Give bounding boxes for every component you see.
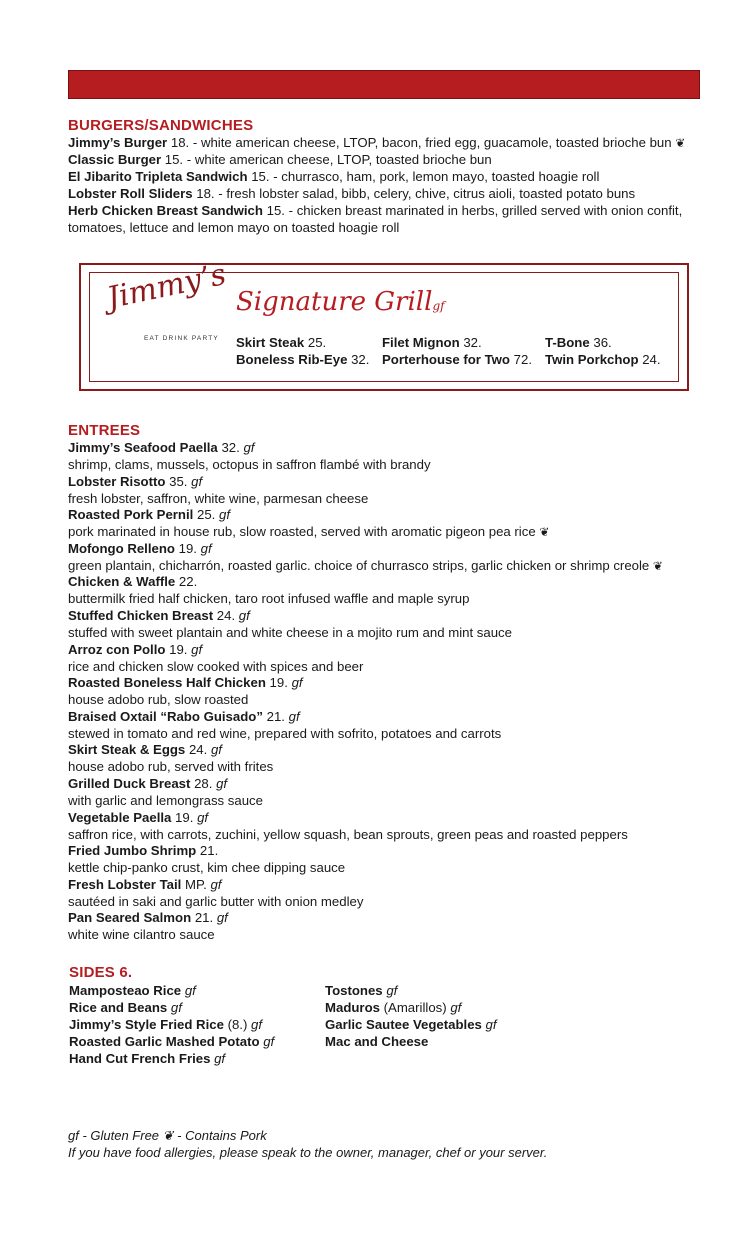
item-price: 32. [221,440,240,455]
item-price: 36. [593,335,612,350]
item-name: Twin Porkchop [545,352,639,367]
entree-item [68,440,708,457]
entree-item [68,541,708,558]
entree-desc [68,827,708,844]
burger-item [68,135,708,152]
item-desc: - chicken breast marinated in herbs, grilled served with onion confit, [284,203,683,218]
item-name: Fried Jumbo Shrimp [68,843,197,859]
item-price: 19. [169,641,188,657]
item-price: 21. [194,910,214,926]
entree-desc [68,726,708,743]
item-price: 72. [513,352,532,367]
item-name: Mofongo Relleno [68,540,175,556]
gluten-free-tag: gf [210,876,222,892]
entree-item [68,507,708,524]
side-item-left [69,983,196,998]
gluten-free-tag: gf [450,1000,462,1015]
gluten-free-tag: gf [200,540,212,556]
entree-item [68,877,708,894]
item-name: Boneless Rib-Eye [236,352,348,367]
item-note: (8.) [227,1017,248,1032]
burger-item-desc-cont: tomatoes, lettuce and lemon mayo on toasted hoagie roll [68,220,400,235]
header-banner [68,70,700,99]
gluten-free-tag: gf [184,983,196,998]
jimmys-logo: Jimmy’s [104,256,230,317]
item-price: 19. [269,675,288,691]
item-name: Pan Seared Salmon [68,910,192,926]
item-name: Arroz con Pollo [68,641,166,657]
item-name: Lobster Roll Sliders [68,186,193,201]
item-name: Rice and Beans [69,1000,168,1015]
gluten-free-tag: gf [197,809,209,825]
gluten-free-tag: gf [170,1000,182,1015]
item-name: Tostones [325,983,383,998]
entree-item [68,574,708,591]
item-name: Chicken & Waffle [68,574,176,590]
side-item-left [69,1051,225,1066]
item-desc: pork marinated in house rub, slow roasted, served with aromatic pigeon pea rice [68,524,536,540]
entree-item [68,910,708,927]
item-desc: house adobo rub, served with frites [68,759,274,775]
signature-item [236,335,326,350]
item-desc: saffron rice, with carrots, zuchini, yellow squash, bean sprouts, green peas and roasted peppers [68,826,628,842]
gluten-free-tag: gf [243,440,255,455]
signature-item [236,352,369,367]
item-price: 22. [178,574,198,590]
section-title-sides [69,964,132,981]
entree-item [68,608,708,625]
item-desc: - churrasco, ham, pork, lemon mayo, toasted hoagie roll [269,169,600,184]
item-price: 35. [169,473,188,489]
entree-item [68,742,708,759]
item-price: 15. [266,203,285,218]
gluten-free-tag: gf [219,507,231,523]
contains-pork-icon: ❦ [675,136,686,150]
entree-desc [68,894,708,911]
item-name: Fresh Lobster Tail [68,876,182,892]
item-desc: with garlic and lemongrass sauce [68,793,263,808]
item-desc: - white american cheese, LTOP, bacon, fried egg, guacamole, toasted brioche bun [189,135,672,150]
item-name: Roasted Garlic Mashed Potato [69,1034,260,1049]
gluten-free-tag: gf [238,608,250,623]
gluten-free-tag: gf [216,910,228,926]
entree-item [68,709,708,726]
contains-pork-icon: ❦ [539,525,550,540]
item-name: T-Bone [545,335,590,350]
item-price: 25. [197,507,216,523]
item-desc: white wine cilantro sauce [68,927,215,943]
signature-item [545,335,612,350]
signature-item [545,352,661,367]
section-title-burgers: BURGERS/SANDWICHES [68,117,254,134]
item-desc: green plantain, chicharrón, roasted garlic. choice of churrasco strips, garlic chicken or shrimp creole [68,557,650,573]
logo-tagline: EAT DRINK PARTY [144,335,219,342]
side-item-right [325,983,397,998]
item-price: 32. [463,335,482,350]
entree-desc [68,793,708,810]
signature-item [382,335,482,350]
item-name: Grilled Duck Breast [68,776,191,791]
entree-desc [68,558,708,575]
side-item-left [69,1017,262,1032]
item-price: 24. [642,352,661,367]
entree-desc [68,927,708,944]
entree-item [68,776,708,793]
item-name: Jimmy’s Seafood Paella [68,440,218,455]
item-name: Classic Burger [68,152,162,167]
item-desc: fresh lobster, saffron, white wine, parmesan cheese [68,490,369,506]
side-item-right [325,1000,461,1015]
item-price: 19. [178,540,197,556]
side-item-right [325,1034,428,1049]
item-price: 28. [194,776,213,791]
burger-item [68,186,708,203]
item-name: Roasted Pork Pernil [68,507,194,523]
side-item-right [325,1017,497,1032]
gluten-free-tag: gf [291,675,303,691]
item-name: Garlic Sautee Vegetables [325,1017,482,1032]
item-name: Vegetable Paella [68,809,172,825]
item-price: 21. [266,708,285,724]
item-desc: rice and chicken slow cooked with spices and beer [68,658,364,674]
burger-item [68,152,708,169]
item-price: 25. [307,335,327,350]
gluten-free-tag: gf [191,473,203,489]
item-name: Porterhouse for Two [382,352,510,367]
item-name: El Jibarito Tripleta Sandwich [68,169,248,184]
item-name: Skirt Steak [236,335,305,350]
entree-item [68,642,708,659]
signature-item [382,352,532,367]
gluten-free-tag: gf [386,983,398,998]
item-price: MP. [185,876,207,892]
entree-item [68,810,708,827]
gluten-free-tag: gf [263,1034,275,1049]
entree-desc [68,491,708,508]
item-price: 21. [199,843,219,859]
item-name: Jimmy’s Burger [68,135,168,150]
item-desc: kettle chip-panko crust, kim chee dipping sauce [68,860,346,876]
item-desc: house adobo rub, slow roasted [68,692,249,708]
entree-desc [68,759,708,776]
entree-desc [68,860,708,877]
item-desc: - white american cheese, LTOP, toasted brioche bun [183,152,492,167]
section-title-entrees: ENTREES [68,422,141,439]
item-desc: stewed in tomato and red wine, prepared with sofrito, potatoes and carrots [68,725,502,741]
gluten-free-tag: gf [251,1017,263,1032]
contains-pork-icon: ❦ [652,558,663,573]
burger-item [68,203,708,220]
item-name: Lobster Risotto [68,473,166,489]
item-desc: - fresh lobster salad, bibb, celery, chive, citrus aioli, toasted potato buns [214,186,636,201]
gluten-free-tag: gf [214,1051,226,1066]
entree-desc [68,591,708,608]
sides-title: SIDES [69,964,116,981]
sides-price: 6. [119,964,133,981]
item-desc: stuffed with sweet plantain and white cheese in a mojito rum and mint sauce [68,625,512,640]
entree-desc [68,659,708,676]
footer-legend: gf - Gluten Free ❦ - Contains Pork [68,1128,267,1143]
item-price: 32. [351,352,370,367]
entree-item [68,675,708,692]
item-name: Jimmy’s Style Fried Rice [69,1017,224,1032]
item-name: Filet Mignon [382,335,460,350]
entree-desc [68,625,708,642]
item-price: 24. [188,742,208,758]
gluten-free-tag: gf [191,641,203,657]
item-name: Skirt Steak & Eggs [68,742,186,758]
item-desc: buttermilk fried half chicken, taro root infused waffle and maple syrup [68,591,470,607]
entree-item [68,474,708,491]
signature-gf: gf [432,299,445,313]
item-price: 18. [170,135,190,150]
item-name: Herb Chicken Breast Sandwich [68,203,263,218]
gluten-free-tag: gf [210,742,222,758]
item-name: Hand Cut French Fries [69,1051,211,1066]
footer-allergy: If you have food allergies, please speak to the owner, manager, chef or your server. [68,1145,548,1160]
gluten-free-tag: gf [216,776,228,791]
signature-title-text: Signature Grill [236,287,433,317]
item-desc: sautéed in saki and garlic butter with onion medley [68,893,364,909]
item-name: Stuffed Chicken Breast [68,608,214,623]
item-price: 15. [251,169,270,184]
item-name: Braised Oxtail “Rabo Guisado” [68,708,263,724]
item-name: Mac and Cheese [325,1034,429,1049]
signature-title [236,287,445,317]
item-name: Roasted Boneless Half Chicken [68,675,266,691]
item-price: 19. [175,809,194,825]
gluten-free-tag: gf [288,708,300,724]
entree-desc [68,692,708,709]
item-name: Mamposteao Rice [69,983,182,998]
side-item-left [69,1034,274,1049]
entree-desc [68,457,708,474]
item-price: 24. [216,608,236,623]
item-price: 15. [164,152,184,167]
burger-item [68,169,708,186]
item-desc: shrimp, clams, mussels, octopus in saffron flambé with brandy [68,457,431,472]
item-price: 18. [196,186,215,201]
item-note: (Amarillos) [383,1000,447,1015]
item-name: Maduros [325,1000,380,1015]
gluten-free-tag: gf [485,1017,497,1032]
entree-desc [68,524,708,541]
side-item-left [69,1000,182,1015]
entree-item [68,843,708,860]
